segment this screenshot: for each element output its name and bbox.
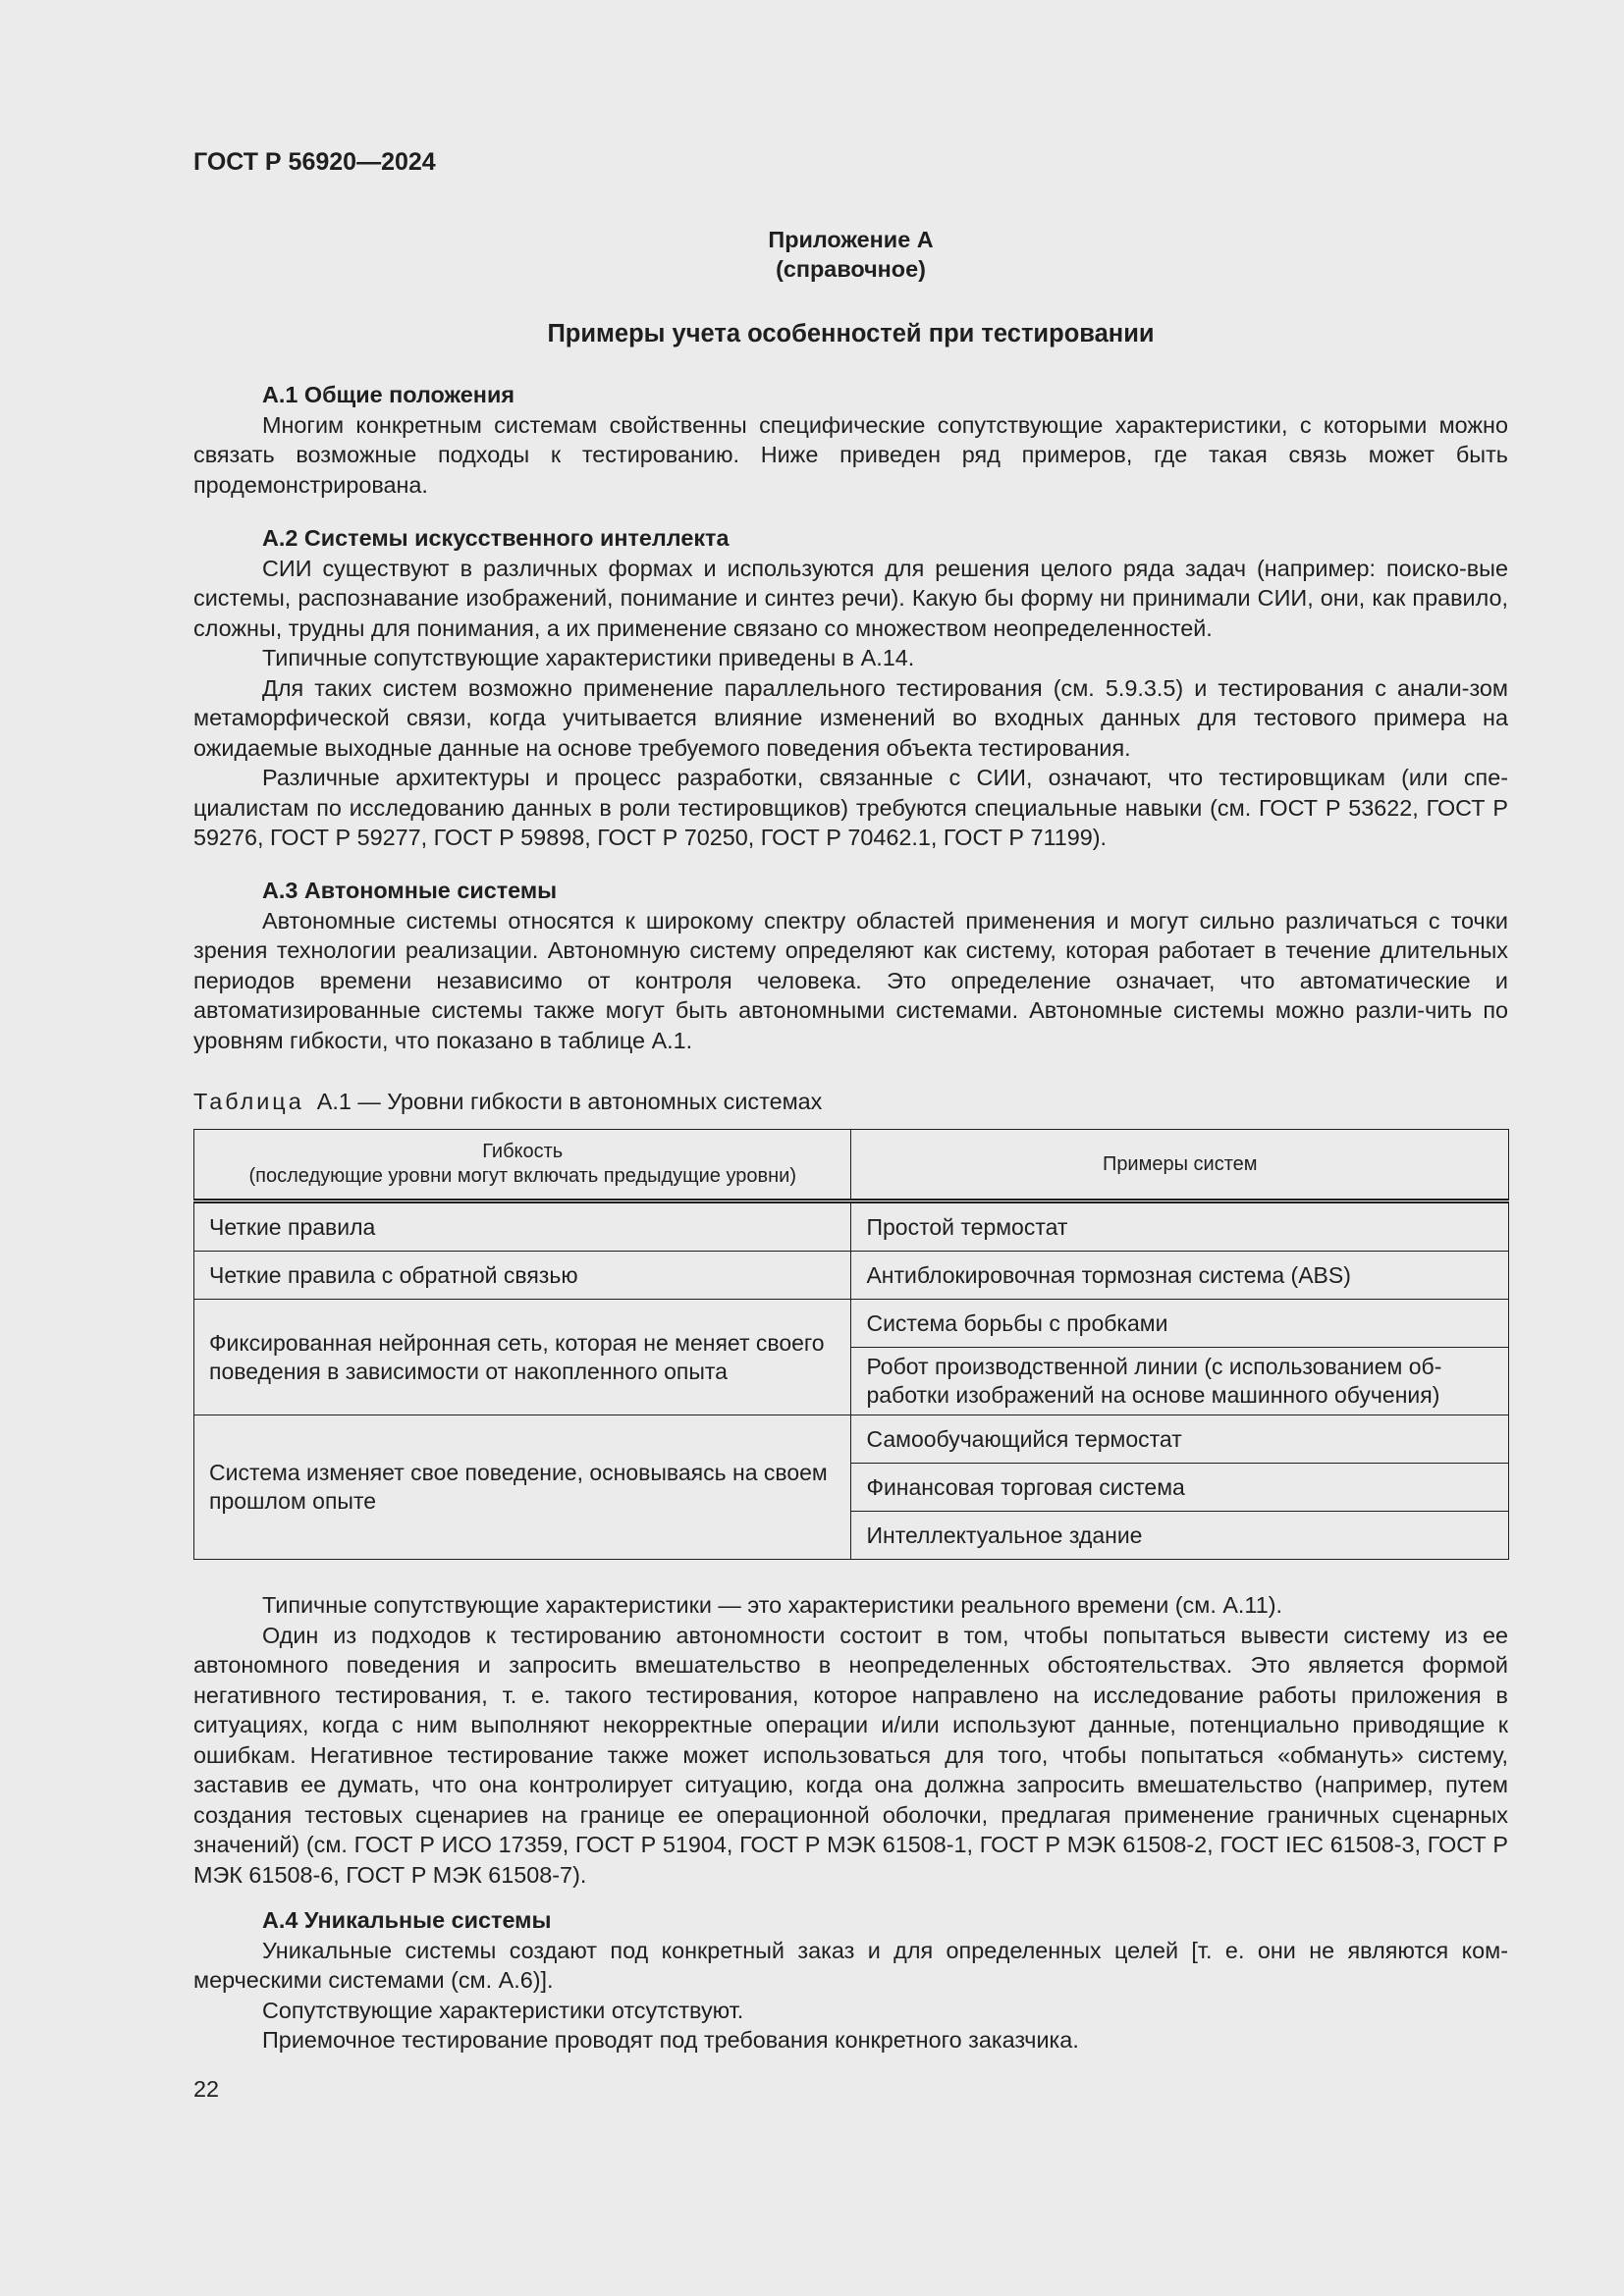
table-row (194, 1201, 1509, 1252)
table-cell-level: Система изменяет свое поведение, основываясь на своем прошлом опыте (194, 1415, 851, 1560)
table-cell-level: Фиксированная нейронная сеть, которая не меняет своего поведения в зависимости от накопленного опыта (194, 1300, 851, 1415)
table-caption-text: А.1 — Уровни гибкости в автономных системах (316, 1089, 823, 1114)
table-cell-example: Финансовая торговая система (851, 1464, 1509, 1512)
section-a2 (193, 523, 1508, 853)
table-cell-level: Четкие правила (194, 1201, 851, 1252)
table-cell-example: Простой термостат (851, 1201, 1509, 1252)
table-cell-example: Самообучающийся термостат (851, 1415, 1509, 1464)
paragraph: СИИ существуют в различных формах и используются для решения целого ряда задач (например: поиско-вые системы, распознавание изображений, понимание и синтез речи). Какую бы форму ни принимали СИИ, они, как правило, сложны, трудны для понимания, а их применение связано со множеством неопределенностей. (193, 555, 1508, 641)
annex-number: Приложение А (768, 227, 934, 252)
table-caption-prefix: Таблица (193, 1089, 304, 1114)
annex-label (193, 225, 1508, 284)
annex-status: (справочное) (776, 256, 926, 282)
paragraph: Для таких систем возможно применение параллельного тестирования (см. 5.9.3.5) и тестирования с анали-зом метаморфической связи, когда учитывается влияние изменений во входных данных для тестового примера на ожидаемые выходные данные на основе требуемого поведения объекта тестирования. (193, 674, 1508, 761)
section-heading: А.4 Уникальные системы (262, 1907, 552, 1933)
table-row (194, 1252, 1509, 1300)
flexibility-table (193, 1129, 1509, 1560)
table-cell-level: Четкие правила с обратной связью (194, 1252, 851, 1300)
paragraph: Сопутствующие характеристики отсутствуют. (262, 1997, 744, 2023)
table-header-row (194, 1130, 1509, 1201)
table-row (194, 1415, 1509, 1464)
paragraph: Типичные сопутствующие характеристики — это характеристики реального времени (см. А.11). (262, 1592, 1282, 1618)
paragraph: Автономные системы относятся к широкому спектру областей применения и могут сильно различаться с точки зрения технологии реализации. Автономную систему определяют как систему, которая работает в течение длительных периодов времени независимо от контроля человека. Это определение означает, что автоматические и автоматизированные системы также могут быть автономными системами. Автономные системы можно разли-чить по уровням гибкости, что показано в таблице А.1. (193, 907, 1508, 1053)
table-cell-example: Интеллектуальное здание (851, 1512, 1509, 1560)
table-cell-example: Система борьбы с пробками (851, 1300, 1509, 1348)
section-heading: А.1 Общие положения (262, 382, 514, 407)
section-a4 (193, 1905, 1508, 2056)
section-a3-continued (193, 1590, 1508, 1890)
paragraph: Приемочное тестирование проводят под требования конкретного заказчика. (262, 2027, 1079, 2053)
paragraph: Уникальные системы создают под конкретный заказ и для определенных целей [т. е. они не являются ком-мерческими системами (см. А.6)]. (193, 1937, 1508, 1993)
table-row (194, 1300, 1509, 1348)
page-number: 22 (193, 2076, 220, 2102)
table-caption (193, 1087, 822, 1117)
annex-title: Примеры учета особенностей при тестировании (547, 320, 1155, 347)
paragraph: Различные архитектуры и процесс разработки, связанные с СИИ, означают, что тестировщикам (или спе-циалистам по исследованию данных в роли тестировщиков) требуются специальные навыки (см. ГОСТ Р 53622, ГОСТ Р 59276, ГОСТ Р 59277, ГОСТ Р 59898, ГОСТ Р 70250, ГОСТ Р 70462.1, ГОСТ Р 71199). (193, 765, 1508, 850)
section-a1 (193, 380, 1508, 500)
table-cell-example: Робот производственной линии (с использованием об-работки изображений на основе машинного обучения) (851, 1348, 1509, 1415)
column-header-flexibility: Гибкость (последующие уровни могут включать предыдущие уровни) (194, 1130, 851, 1201)
paragraph: Типичные сопутствующие характеристики приведены в А.14. (262, 645, 915, 670)
paragraph: Многим конкретным системам свойственны специфические сопутствующие характеристики, с которыми можно связать возможные подходы к тестированию. Ниже приведен ряд примеров, где такая связь может быть продемонстрирована. (193, 411, 1508, 498)
section-heading: А.2 Системы искусственного интеллекта (262, 525, 730, 551)
paragraph: Один из подходов к тестированию автономности состоит в том, чтобы попытаться вывести систему из ее автономного поведения и запросить вмешательство в неопределенных обстоятельствах. Это является формой негативного тестирования, т. е. такого тестирования, которое направлено на исследование работы приложения в ситуациях, когда с ним выполняют некорректные операции и/или используют данные, потенциально приводящие к ошибкам. Негативное тестирование также может использоваться для того, чтобы попытаться «обмануть» систему, заставив ее думать, что она контролирует ситуацию, когда она должна запросить вмешательство (например, путем создания тестовых сценариев на границе ее операционной оболочки, предлагая применение граничных сценарных значений) (см. ГОСТ Р ИСО 17359, ГОСТ Р 51904, ГОСТ Р МЭК 61508-1, ГОСТ Р МЭК 61508-2, ГОСТ IEC 61508-3, ГОСТ Р МЭК 61508-6, ГОСТ Р МЭК 61508-7). (193, 1622, 1508, 1888)
document-code: ГОСТ Р 56920—2024 (193, 148, 436, 176)
section-heading: А.3 Автономные системы (262, 878, 558, 903)
section-a3 (193, 876, 1508, 1055)
table-cell-example: Антиблокировочная тормозная система (ABS) (851, 1252, 1509, 1300)
column-header-examples: Примеры систем (851, 1130, 1509, 1201)
